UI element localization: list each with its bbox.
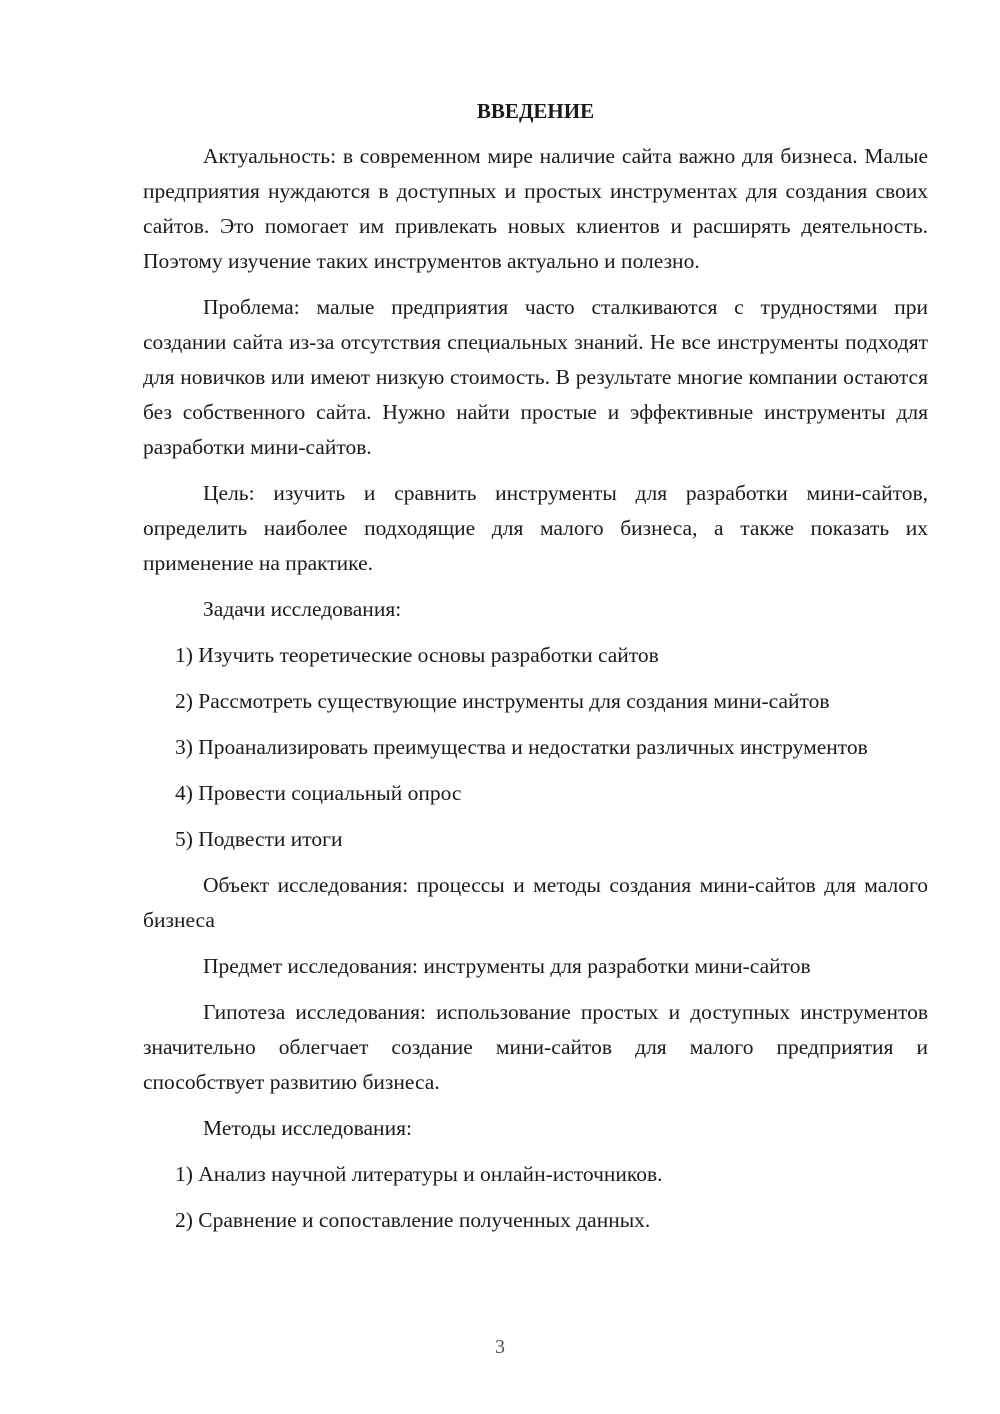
methods-intro: Методы исследования: — [203, 1116, 412, 1140]
object-paragraph: Объект исследования: процессы и методы создания мини-сайтов для малого бизнеса — [143, 873, 928, 932]
tasks-intro: Задачи исследования: — [203, 597, 402, 621]
problem-paragraph: Проблема: малые предприятия часто сталкиваются с трудностями при создании сайта из-за отсутствия специальных знаний. Не все инструменты подходят для новичков или имеют низкую стоимость. В результате многие компании остаются без собственного сайта. Нужно найти простые и эффективные инструменты для разработки мини-сайтов. — [143, 295, 928, 459]
method-item: 2) Сравнение и сопоставление полученных данных. — [175, 1208, 651, 1232]
task-item: 3) Проанализировать преимущества и недостатки различных инструментов — [175, 735, 868, 759]
section-heading: ВВЕДЕНИЕ — [476, 99, 595, 123]
method-item: 1) Анализ научной литературы и онлайн-источников. — [175, 1162, 663, 1186]
subject-paragraph: Предмет исследования: инструменты для разработки мини-сайтов — [203, 954, 811, 978]
document-page — [143, 94, 928, 1238]
page-number: 3 — [495, 1336, 505, 1358]
relevance-paragraph: Актуальность: в современном мире наличие сайта важно для бизнеса. Малые предприятия нуждаются в доступных и простых инструментах для создания своих сайтов. Это помогает им привлекать новых клиентов и расширять деятельность. Поэтому изучение таких инструментов актуально и полезно. — [143, 144, 928, 273]
task-item: 2) Рассмотреть существующие инструменты для создания мини-сайтов — [175, 689, 830, 713]
task-item: 1) Изучить теоретические основы разработки сайтов — [175, 643, 659, 667]
task-item: 4) Провести социальный опрос — [175, 781, 462, 805]
hypothesis-paragraph: Гипотеза исследования: использование простых и доступных инструментов значительно облегчает создание мини-сайтов для малого предприятия и способствует развитию бизнеса. — [143, 1000, 928, 1094]
task-item: 5) Подвести итоги — [175, 827, 343, 851]
goal-paragraph: Цель: изучить и сравнить инструменты для разработки мини-сайтов, определить наиболее подходящие для малого бизнеса, а также показать их применение на практике. — [143, 481, 928, 575]
